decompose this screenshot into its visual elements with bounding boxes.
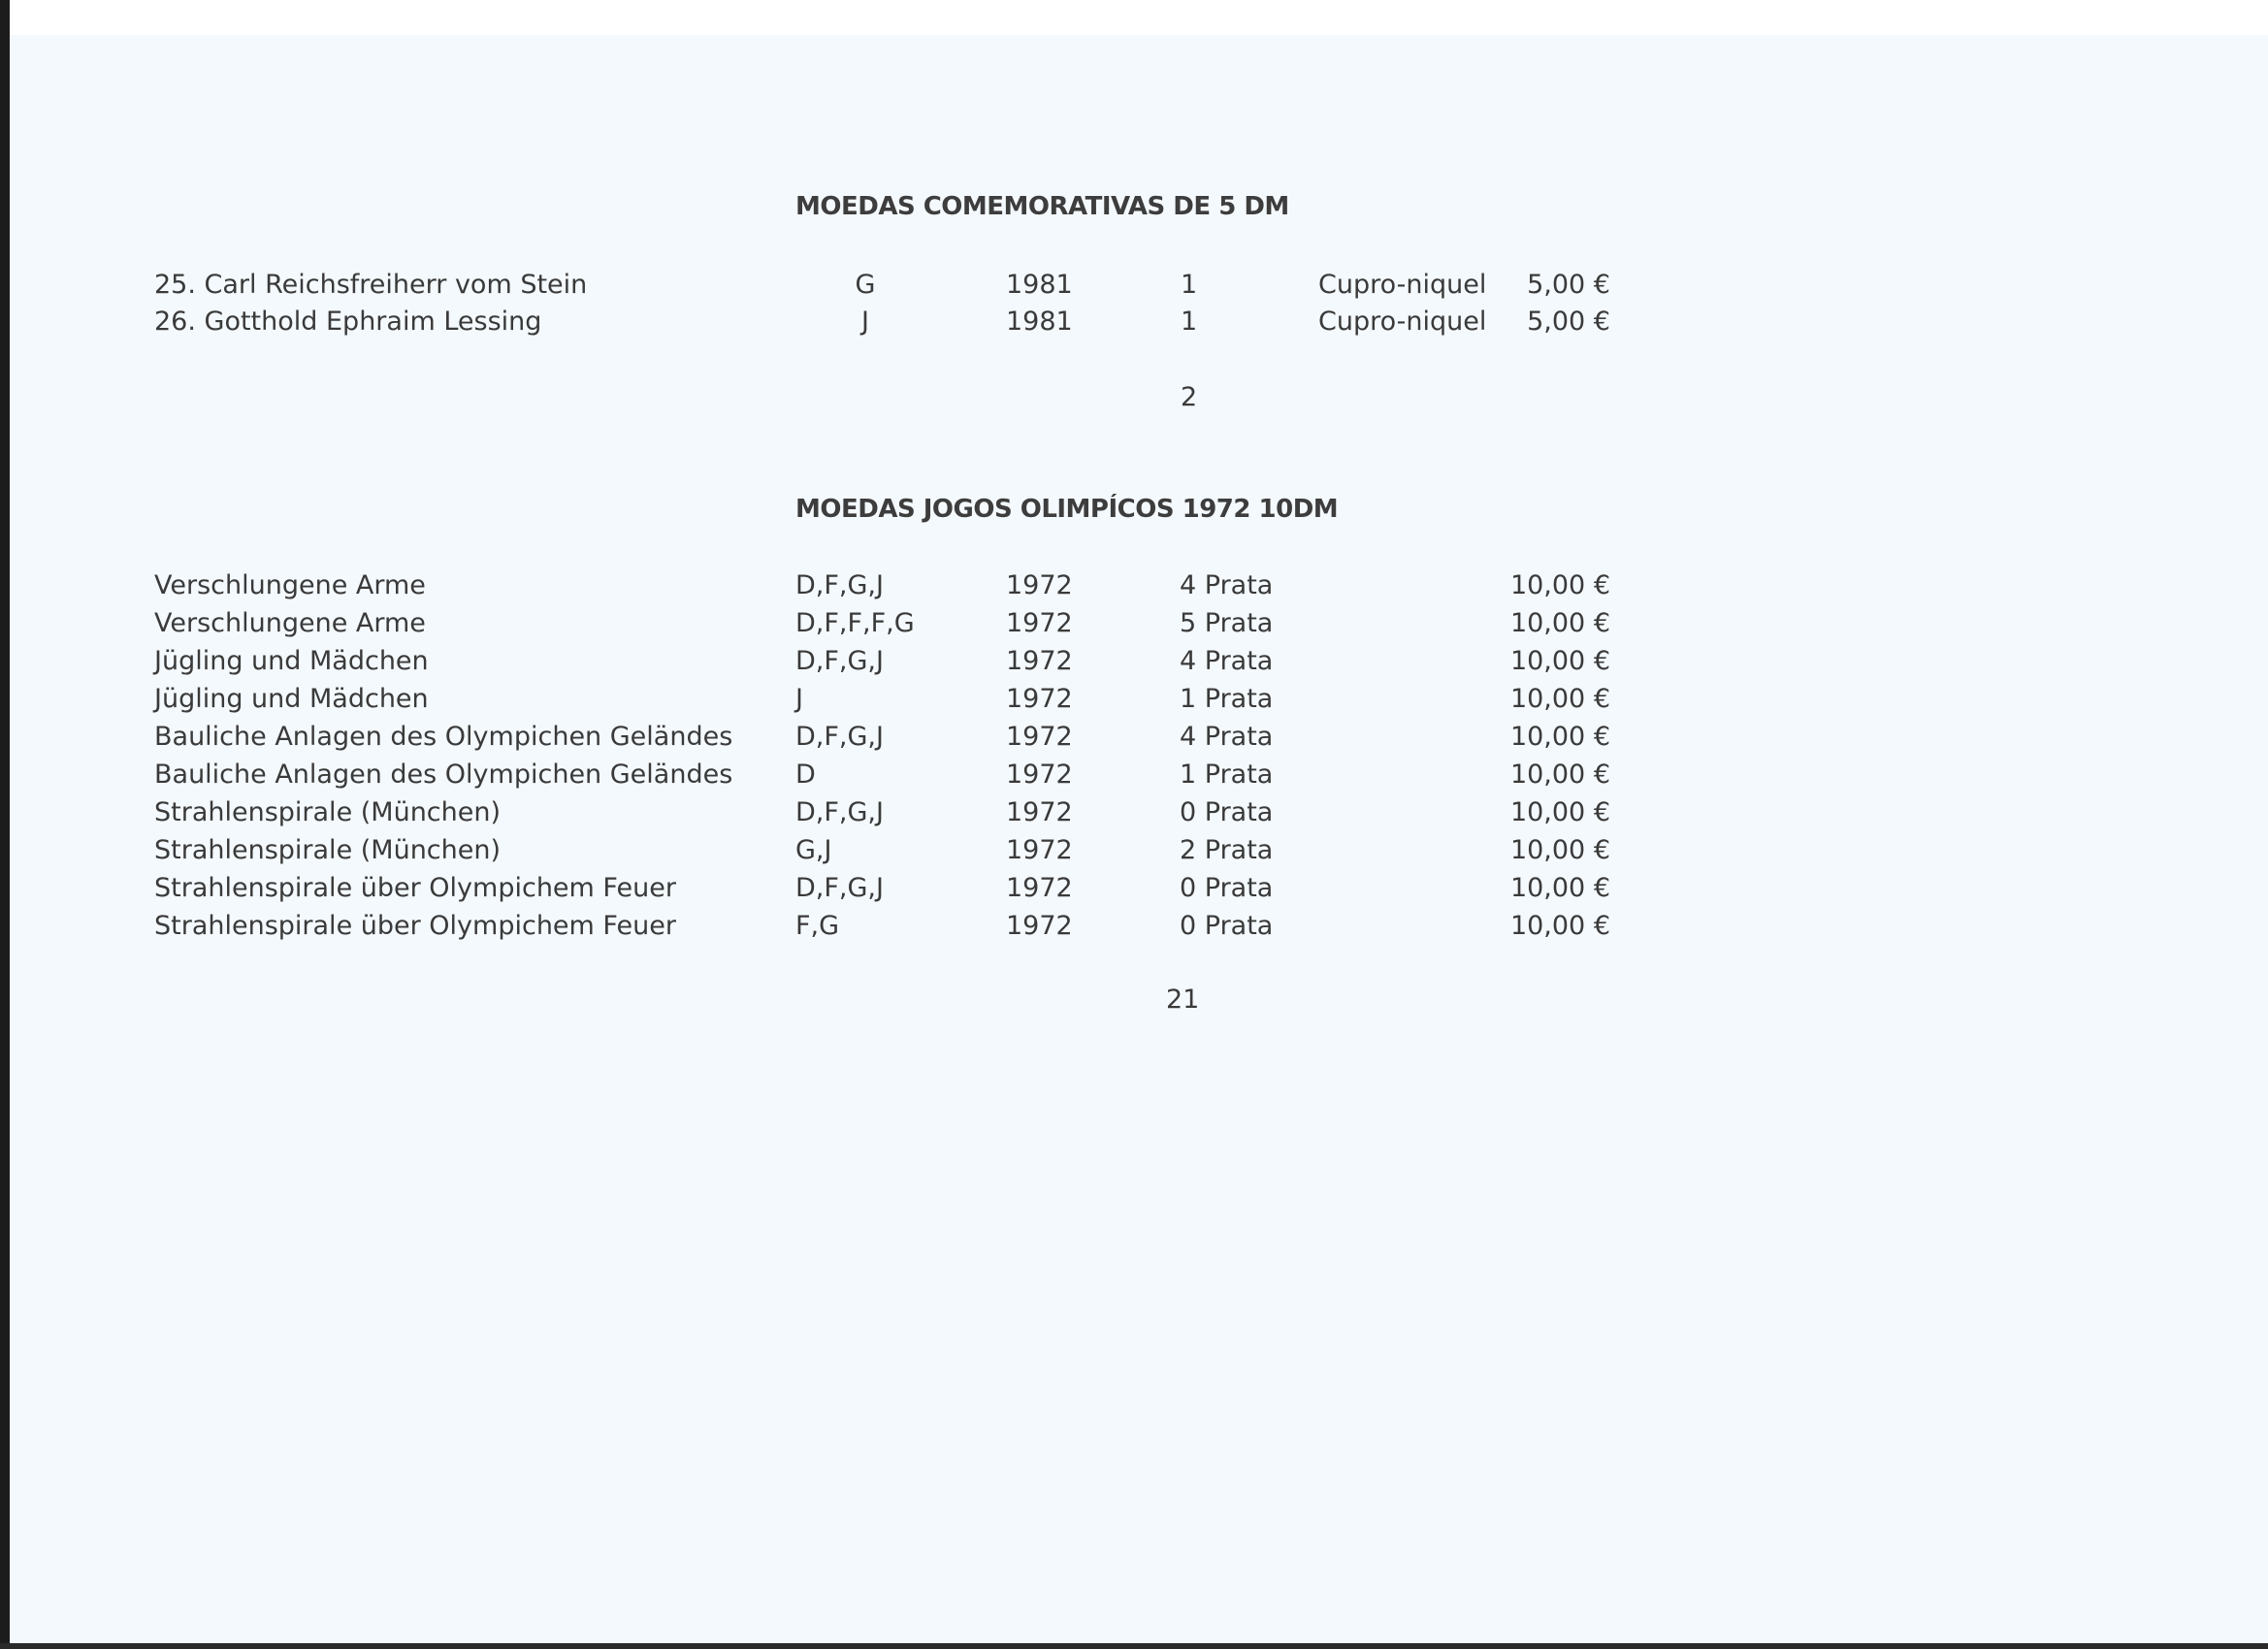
coin-year: 1972 — [1006, 608, 1073, 638]
table-row — [0, 722, 2268, 759]
coin-metal: Cupro-niquel — [1318, 307, 1487, 337]
coin-price: 10,00 € — [1509, 911, 1610, 941]
coin-quantity: 1 Prata — [1180, 760, 1274, 790]
coin-year: 1972 — [1006, 797, 1073, 827]
mint-marks: F,G — [795, 911, 840, 941]
coin-year: 1972 — [1006, 835, 1073, 865]
coin-price: 10,00 € — [1509, 684, 1610, 714]
coin-price: 10,00 € — [1509, 835, 1610, 865]
coin-year: 1972 — [1006, 911, 1073, 941]
coin-quantity: 5 Prata — [1180, 608, 1274, 638]
coin-quantity: 1 — [1181, 270, 1198, 300]
mint-marks: D,F,G,J — [795, 873, 884, 903]
coin-year: 1972 — [1006, 646, 1073, 676]
coin-year: 1972 — [1006, 684, 1073, 714]
table-row — [0, 646, 2268, 683]
coin-quantity: 4 Prata — [1180, 722, 1274, 752]
table-row — [0, 760, 2268, 796]
coin-quantity: 2 Prata — [1180, 835, 1274, 865]
coin-name: Jügling und Mädchen — [154, 646, 429, 676]
coin-name: Strahlenspirale (München) — [154, 835, 502, 865]
coin-name: Strahlenspirale (München) — [154, 797, 502, 827]
coin-name: Verschlungene Arme — [154, 608, 426, 638]
page-number: 2 — [1181, 382, 1198, 412]
coin-price: 10,00 € — [1509, 873, 1610, 903]
mint-marks: D,F,G,J — [795, 797, 884, 827]
coin-quantity: 1 — [1181, 307, 1198, 337]
mint-marks: J — [861, 307, 869, 337]
mint-marks: D,F,G,J — [795, 570, 884, 600]
coin-year: 1972 — [1006, 722, 1073, 752]
table-row — [0, 911, 2268, 948]
section-title-commemorative: MOEDAS COMEMORATIVAS DE 5 DM — [795, 192, 1289, 221]
mint-marks: D,F,G,J — [795, 722, 884, 752]
table-row — [0, 797, 2268, 834]
coin-name: Jügling und Mädchen — [154, 684, 429, 714]
coin-price: 10,00 € — [1509, 722, 1610, 752]
table-row — [0, 307, 2268, 343]
mint-marks: J — [795, 684, 803, 714]
table-row — [0, 608, 2268, 645]
coin-price: 10,00 € — [1509, 570, 1610, 600]
coin-name: Verschlungene Arme — [154, 570, 426, 600]
coin-quantity: 1 Prata — [1180, 684, 1274, 714]
coin-name: Strahlenspirale über Olympichem Feuer — [154, 873, 676, 903]
coin-price: 5,00 € — [1527, 270, 1610, 300]
coin-year: 1972 — [1006, 873, 1073, 903]
coin-price: 10,00 € — [1509, 797, 1610, 827]
mint-marks: D,F,G,J — [795, 646, 884, 676]
coin-quantity: 0 Prata — [1180, 797, 1274, 827]
mint-marks: G,J — [795, 835, 832, 865]
coin-name: 25. Carl Reichsfreiherr vom Stein — [154, 270, 588, 300]
mint-marks: D,F,F,F,G — [795, 608, 915, 638]
table-row — [0, 835, 2268, 872]
coin-price: 5,00 € — [1527, 307, 1610, 337]
coin-quantity: 4 Prata — [1180, 570, 1274, 600]
scan-bottom-edge — [0, 1643, 2268, 1649]
page-number: 21 — [1166, 985, 1200, 1015]
coin-name: Bauliche Anlagen des Olympichen Geländes — [154, 722, 733, 752]
mint-marks: G — [855, 270, 876, 300]
table-row — [0, 873, 2268, 910]
scan-top-margin — [0, 0, 2268, 35]
coin-name: Strahlenspirale über Olympichem Feuer — [154, 911, 676, 941]
coin-name: Bauliche Anlagen des Olympichen Geländes — [154, 760, 733, 790]
coin-price: 10,00 € — [1509, 646, 1610, 676]
section-title-olympic: MOEDAS JOGOS OLIMPÍCOS 1972 10DM — [795, 495, 1339, 524]
coin-name: 26. Gotthold Ephraim Lessing — [154, 307, 542, 337]
coin-quantity: 0 Prata — [1180, 911, 1274, 941]
table-row — [0, 684, 2268, 721]
coin-year: 1981 — [1006, 270, 1073, 300]
coin-year: 1972 — [1006, 760, 1073, 790]
mint-marks: D — [795, 760, 816, 790]
coin-quantity: 0 Prata — [1180, 873, 1274, 903]
coin-year: 1972 — [1006, 570, 1073, 600]
coin-price: 10,00 € — [1509, 608, 1610, 638]
coin-metal: Cupro-niquel — [1318, 270, 1487, 300]
table-row — [0, 570, 2268, 607]
coin-price: 10,00 € — [1509, 760, 1610, 790]
table-row — [0, 270, 2268, 307]
coin-year: 1981 — [1006, 307, 1073, 337]
coin-quantity: 4 Prata — [1180, 646, 1274, 676]
